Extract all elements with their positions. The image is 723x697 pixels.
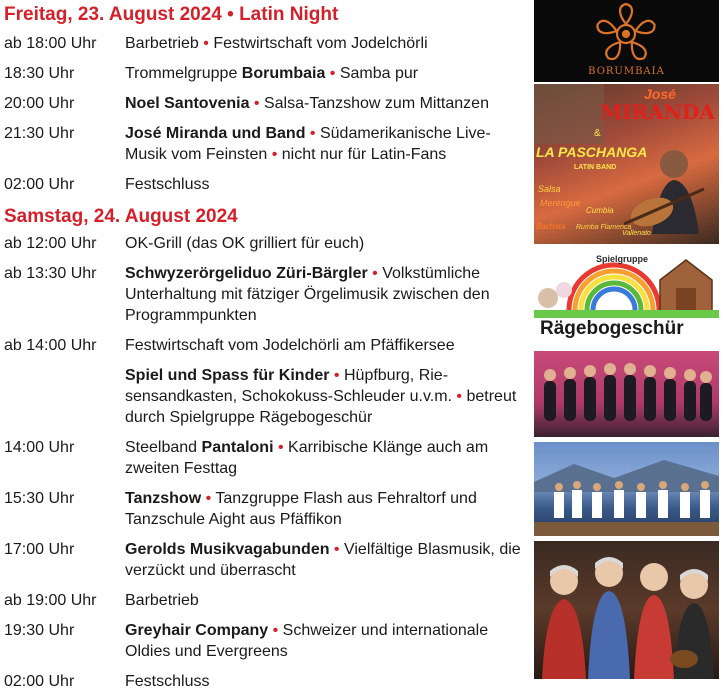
description-text: nicht nur für Latin-Fans bbox=[281, 146, 447, 163]
schedule-description bbox=[125, 174, 531, 195]
schedule-row bbox=[4, 89, 531, 119]
image-column bbox=[534, 0, 719, 684]
schedule-description bbox=[125, 539, 531, 581]
schedule-row bbox=[4, 535, 531, 586]
poster-genre: Salsa bbox=[538, 184, 561, 194]
description-text: Volkstümliche Unterhaltung mit fätziger Örgelimusik zwischen den Programmpunkten bbox=[125, 265, 490, 324]
schedule-row bbox=[4, 586, 531, 616]
schedule-time bbox=[4, 365, 125, 428]
description-text: Festwirtschaft vom Jodelchörli am Pfäffikersee bbox=[125, 337, 455, 354]
description-text: Salsa-Tanzshow zum Mittanzen bbox=[263, 95, 489, 112]
poster-genre: Bachata bbox=[536, 222, 566, 231]
band-on-boat-photo bbox=[534, 442, 719, 536]
description-text: Tanzgruppe Flash aus Fehraltorf und Tanzschule Aight aus Pfäffikon bbox=[125, 490, 477, 528]
separator-dot: • bbox=[329, 541, 344, 558]
poster-miranda: MIRANDA bbox=[600, 100, 715, 124]
act-name: Noel Santovenia bbox=[125, 95, 250, 112]
schedule-description bbox=[125, 233, 531, 254]
schedule-row bbox=[4, 59, 531, 89]
description-text: Hüpfburg, Riesensandkasten, Schokokuss-Schleuder u.v.m. bbox=[125, 367, 452, 405]
schedule-time: 17:00 Uhr bbox=[4, 541, 75, 558]
act-name: Schwyzerörgeliduo Züri-Bärgler bbox=[125, 265, 368, 282]
jose-miranda-poster bbox=[534, 84, 719, 244]
poster-genre: Cumbia bbox=[586, 206, 614, 215]
schedule-description bbox=[125, 335, 531, 356]
dance-group-photo bbox=[534, 351, 719, 437]
schedule-time: 19:30 Uhr bbox=[4, 622, 75, 639]
schedule-description bbox=[125, 437, 531, 479]
description-text: Barbetrieb bbox=[125, 592, 199, 609]
separator-dot: • bbox=[451, 388, 467, 405]
poster-la-paschanga: LA PASCHANGA bbox=[536, 144, 648, 160]
separator-dot: • bbox=[198, 35, 214, 52]
spielgruppe-small-label: Spielgruppe bbox=[596, 254, 649, 264]
description-text: Schweizer und internationale Oldies und Evergreens bbox=[125, 622, 489, 660]
schedule-time: 15:30 Uhr bbox=[4, 490, 75, 507]
separator-dot: • bbox=[367, 265, 383, 282]
schedule-description bbox=[125, 33, 531, 54]
schedule-row bbox=[4, 361, 531, 433]
borumbaia-logo bbox=[534, 0, 719, 82]
separator-dot: • bbox=[305, 125, 320, 142]
schedule-time: ab 14:00 Uhr bbox=[4, 337, 97, 354]
description-text: Steelband bbox=[125, 439, 202, 456]
description-text: Trommelgruppe bbox=[125, 65, 242, 82]
description-text: OK-Grill (das OK grilliert für euch) bbox=[125, 235, 365, 252]
schedule-time: ab 13:30 Uhr bbox=[4, 265, 97, 282]
schedule-description bbox=[125, 263, 531, 326]
separator-dot: • bbox=[249, 95, 264, 112]
schedule-row bbox=[4, 229, 531, 259]
separator-dot: • bbox=[201, 490, 216, 507]
schedule-row bbox=[4, 484, 531, 535]
spielgruppe-logo bbox=[534, 250, 719, 346]
band-members-icon bbox=[534, 541, 719, 679]
act-name: Gerolds Musikvagabunden bbox=[125, 541, 330, 558]
act-name: Greyhair Company bbox=[125, 622, 269, 639]
poster-genre: Rumba Flamenca bbox=[576, 224, 632, 231]
description-text: betreut durch Spielgruppe Rägebogeschür bbox=[125, 388, 517, 426]
dancers-silhouette-icon bbox=[534, 351, 719, 437]
act-name: Spiel und Spass für Kinder bbox=[125, 367, 330, 384]
separator-dot: • bbox=[273, 439, 289, 456]
description-text: Festschluss bbox=[125, 176, 210, 193]
schedule-row bbox=[4, 667, 531, 697]
act-name: Pantaloni bbox=[201, 439, 274, 456]
friday-heading: Freitag, 23. August 2024 • Latin Night bbox=[4, 4, 339, 25]
poster-ampersand: & bbox=[594, 128, 601, 139]
spielgruppe-name: Rägebogeschür bbox=[540, 318, 684, 339]
schedule-time: 20:00 Uhr bbox=[4, 95, 75, 112]
separator-dot: • bbox=[268, 622, 283, 639]
schedule-description bbox=[125, 488, 531, 530]
schedule-description bbox=[125, 620, 531, 662]
schedule-description bbox=[125, 93, 531, 114]
schedule-time: 02:00 Uhr bbox=[4, 673, 75, 690]
separator-dot: • bbox=[267, 146, 282, 163]
schedule-description bbox=[125, 671, 531, 692]
poster-genre: Vallenato bbox=[622, 230, 651, 237]
saturday-schedule bbox=[4, 229, 531, 697]
description-text: Karribische Klänge auch am zweiten Festtag bbox=[125, 439, 489, 477]
festival-program bbox=[4, 0, 531, 697]
schedule-time: 18:30 Uhr bbox=[4, 65, 75, 82]
schedule-description bbox=[125, 365, 531, 428]
schedule-description bbox=[125, 123, 531, 165]
act-name: Borumbaia bbox=[241, 65, 326, 82]
poster-latin-band: LATIN BAND bbox=[574, 164, 617, 171]
description-text: Vielfältige Blasmusik, die verzückt und überrascht bbox=[125, 541, 521, 579]
act-name: José Miranda und Band bbox=[125, 125, 306, 142]
musicians-icon bbox=[534, 442, 719, 536]
schedule-row bbox=[4, 331, 531, 361]
schedule-time: ab 18:00 Uhr bbox=[4, 35, 97, 52]
schedule-description bbox=[125, 590, 531, 611]
greyhair-company-photo bbox=[534, 541, 719, 679]
description-text: Festwirtschaft vom Jodelchörli bbox=[213, 35, 428, 52]
poster-jose: José bbox=[644, 86, 676, 102]
description-text: Samba pur bbox=[339, 65, 419, 82]
schedule-time: ab 19:00 Uhr bbox=[4, 592, 97, 609]
schedule-time: 14:00 Uhr bbox=[4, 439, 75, 456]
description-text: Festschluss bbox=[125, 673, 210, 690]
saturday-heading: Samstag, 24. August 2024 bbox=[4, 206, 238, 227]
schedule-row bbox=[4, 433, 531, 484]
separator-dot: • bbox=[329, 367, 344, 384]
separator-dot: • bbox=[325, 65, 340, 82]
schedule-row bbox=[4, 616, 531, 667]
schedule-row bbox=[4, 29, 531, 59]
schedule-row bbox=[4, 170, 531, 200]
friday-schedule bbox=[4, 29, 531, 200]
borumbaia-logo-text: BORUMBAIA bbox=[588, 66, 665, 77]
schedule-description bbox=[125, 63, 531, 84]
act-name: Tanzshow bbox=[125, 490, 202, 507]
poster-genre: Merengue bbox=[540, 198, 581, 208]
schedule-time: 21:30 Uhr bbox=[4, 125, 75, 142]
description-text: Südamerikanische Live-Musik vom Feinsten bbox=[125, 125, 491, 163]
schedule-row bbox=[4, 259, 531, 331]
schedule-time: ab 12:00 Uhr bbox=[4, 235, 97, 252]
schedule-row bbox=[4, 119, 531, 170]
schedule-time: 02:00 Uhr bbox=[4, 176, 75, 193]
description-text: Barbetrieb bbox=[125, 35, 199, 52]
